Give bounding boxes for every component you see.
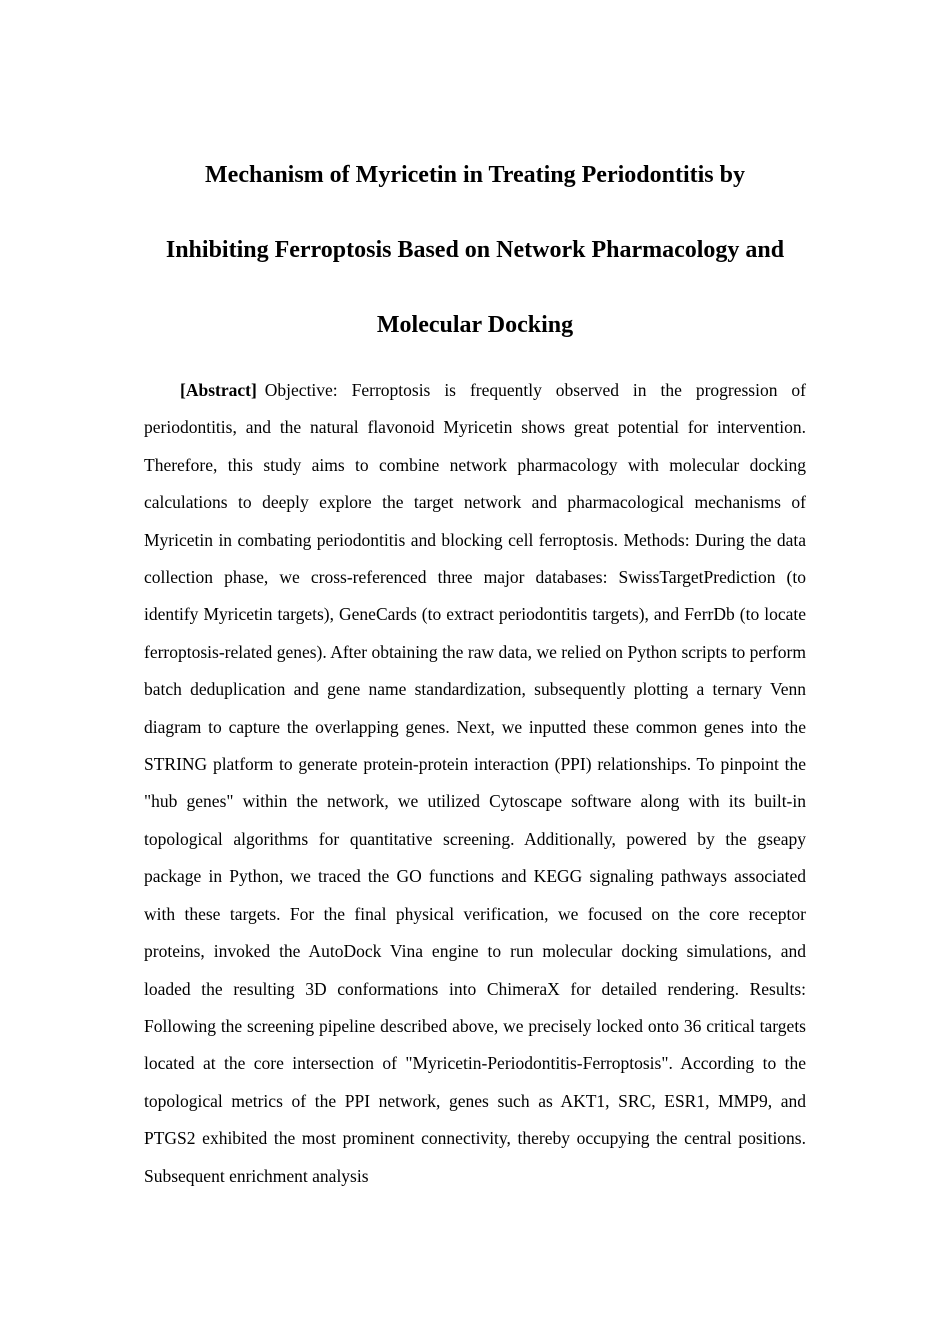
- abstract-label: [Abstract]: [180, 380, 257, 400]
- title-line-2: Inhibiting Ferroptosis Based on Network Pharmacology and: [165, 237, 785, 263]
- title-line-1: Mechanism of Myricetin in Treating Periodontitis by: [205, 162, 745, 188]
- abstract-paragraph: [144, 372, 806, 1195]
- title-line-3: Molecular Docking: [376, 312, 574, 338]
- abstract-text: Objective: Ferroptosis is frequently observed in the progression of periodontitis, and the natural flavonoid Myricetin shows great potential for intervention. Therefore, this study aims to combine network pharmacology with molecular docking calculations to deeply explore the target network and pharmacological mechanisms of Myricetin in combating periodontitis and blocking cell ferroptosis. Methods: During the data collection phase, we cross-referenced three major databases: SwissTargetPrediction (to identify Myricetin targets), GeneCards (to extract periodontitis targets), and FerrDb (to locate ferroptosis-related genes). After obtaining the raw data, we relied on Python scripts to perform batch deduplication and gene name standardization, subsequently plotting a ternary Venn diagram to capture the overlapping genes. Next, we inputted these common genes into the STRING platform to generate protein-protein interaction (PPI) relationships. To pinpoint the "hub genes" within the network, we utilized Cytoscape software along with its built-in topological algorithms for quantitative screening. Additionally, powered by the gseapy package in Python, we traced the GO functions and KEGG signaling pathways associated with these targets. For the final physical verification, we focused on the core receptor proteins, invoked the AutoDock Vina engine to run molecular docking simulations, and loaded the resulting 3D conformations into ChimeraX for detailed rendering. Results: Following the screening pipeline described above, we precisely locked onto 36 critical targets located at the core intersection of "Myricetin-Periodontitis-Ferroptosis". According to the topological metrics of the PPI network, genes such as AKT1, SRC, ESR1, MMP9, and PTGS2 exhibited the most prominent connectivity, thereby occupying the central positions. Subsequent enrichment analysis: [144, 380, 806, 1186]
- paper-title: [100, 138, 850, 363]
